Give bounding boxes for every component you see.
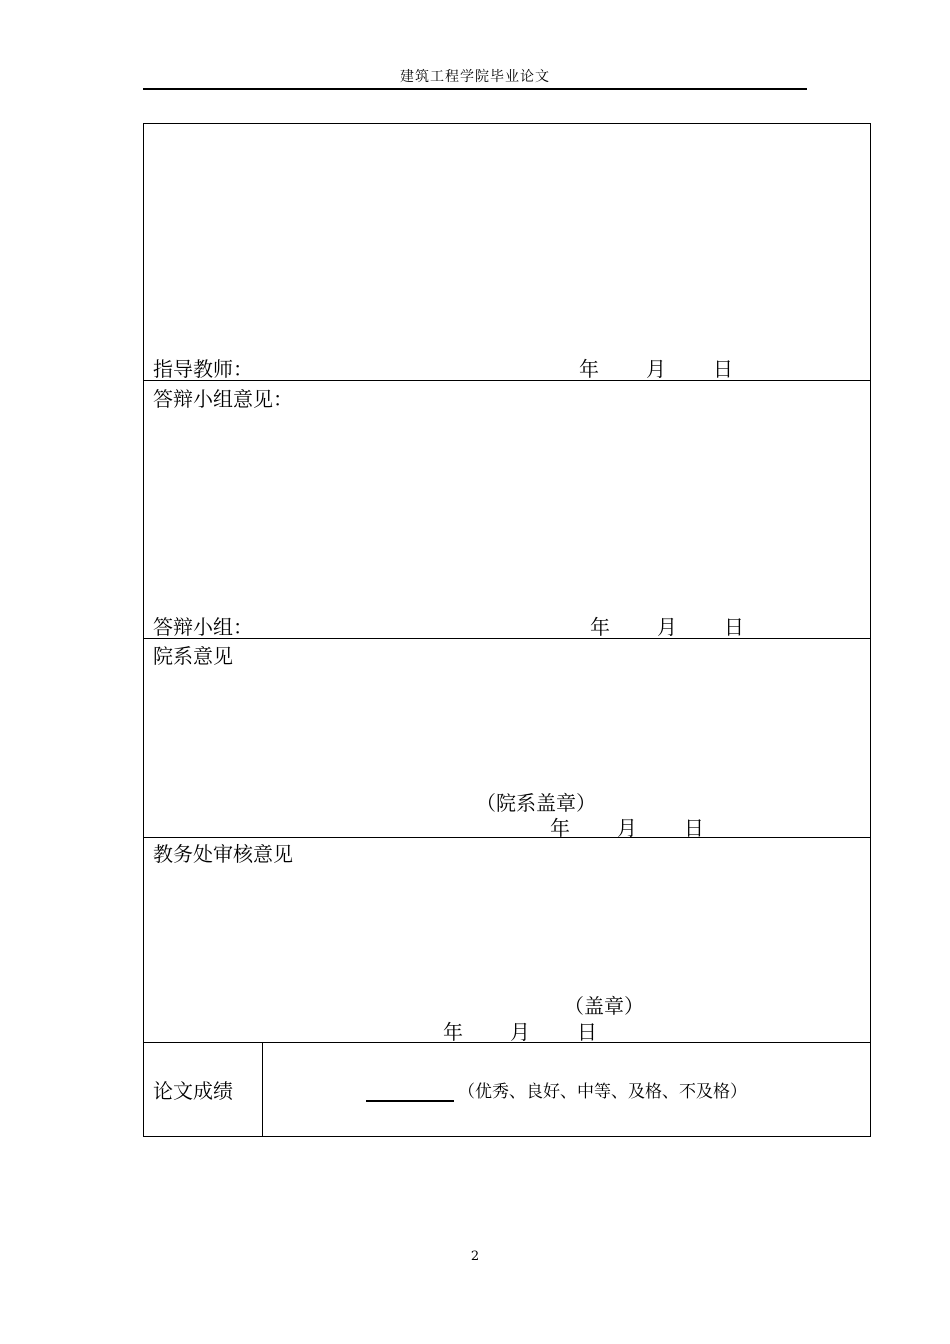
- academic-affairs-stamp: （盖章）: [564, 994, 644, 1018]
- academic-affairs-section: [144, 838, 870, 1043]
- academic-affairs-day: 日: [577, 1020, 597, 1044]
- department-title: 院系意见: [153, 644, 233, 668]
- grade-label: 论文成绩: [153, 1079, 233, 1103]
- defense-title: 答辩小组意见：: [153, 387, 293, 411]
- department-month: 月: [617, 816, 637, 840]
- page-header: [143, 66, 807, 90]
- department-stamp: （院系盖章）: [476, 791, 596, 815]
- department-section: [144, 639, 870, 838]
- academic-affairs-title: 教务处审核意见: [153, 842, 293, 866]
- grade-options-note: （优秀、良好、中等、及格、不及格）: [458, 1082, 747, 1102]
- supervisor-section: [144, 124, 870, 381]
- defense-day: 日: [724, 615, 744, 639]
- grade-section: [144, 1043, 870, 1136]
- department-day: 日: [684, 816, 704, 840]
- defense-section: [144, 381, 870, 639]
- evaluation-form-table: [143, 123, 871, 1137]
- grade-input-line[interactable]: [366, 1100, 454, 1102]
- header-title: 建筑工程学院毕业论文: [400, 69, 550, 85]
- defense-month: 月: [657, 615, 677, 639]
- supervisor-year: 年: [579, 357, 599, 381]
- grade-column-divider: [262, 1043, 263, 1136]
- supervisor-month: 月: [646, 357, 666, 381]
- department-year: 年: [550, 816, 570, 840]
- defense-label: 答辩小组：: [153, 615, 253, 639]
- page-number: 2: [470, 1249, 480, 1264]
- academic-affairs-year: 年: [443, 1020, 463, 1044]
- supervisor-day: 日: [713, 357, 733, 381]
- defense-year: 年: [590, 615, 610, 639]
- academic-affairs-month: 月: [510, 1020, 530, 1044]
- supervisor-label: 指导教师：: [153, 357, 253, 381]
